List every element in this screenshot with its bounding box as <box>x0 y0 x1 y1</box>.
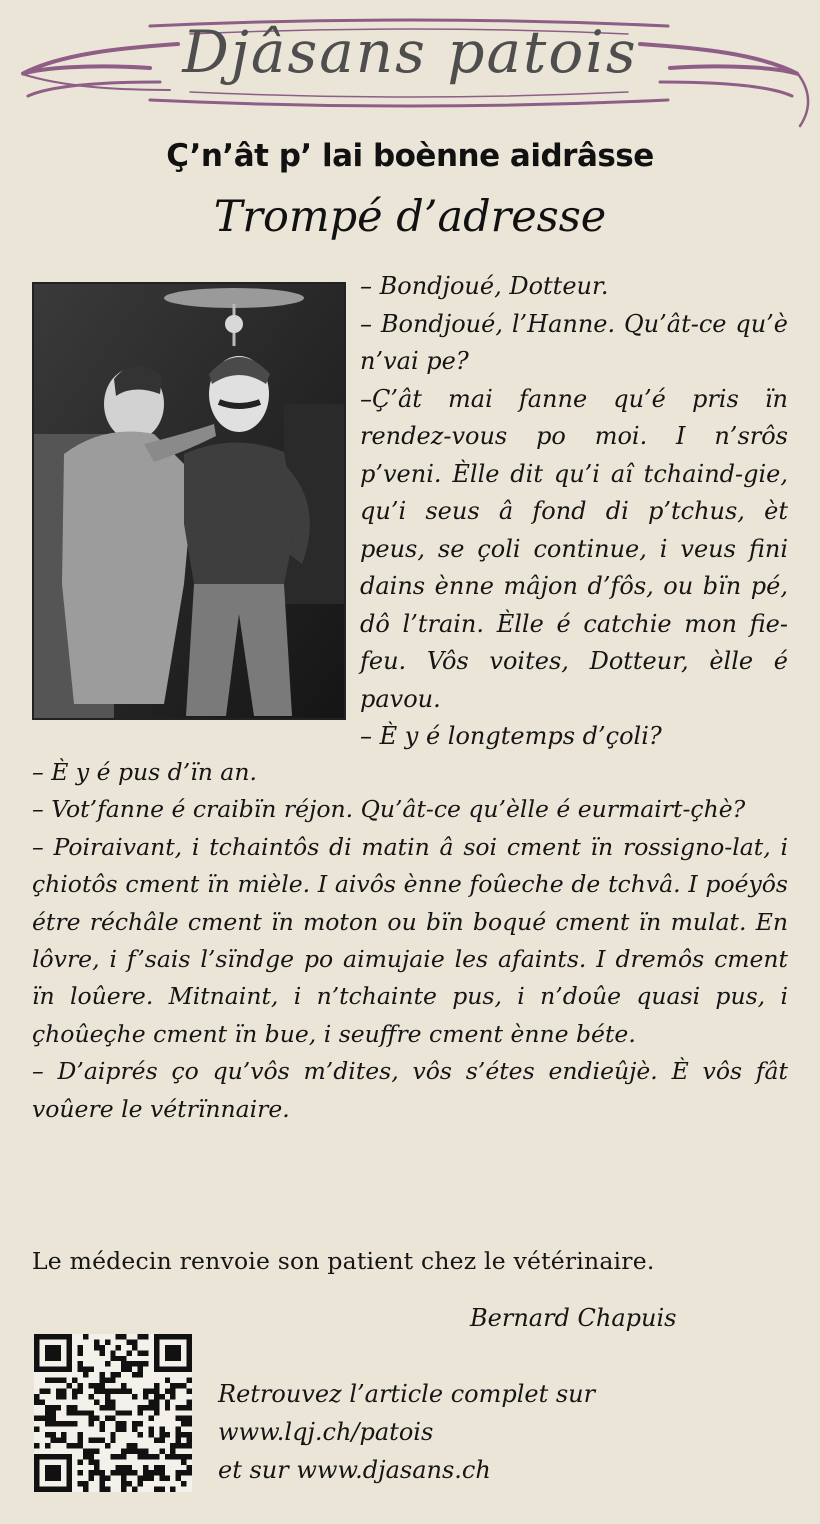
dialogue-line: –Ç’ât mai fanne qu’é pris ïn rendez-vous po moi. I n’srôs p’veni. Èlle dit qu’i aî tchaind-gie, qu’i seus â fond di p’tchus, èt peus, se çoli continue, i veus fini dains ènne mâjon d’fôs, ou bïn pé, dô l’train. Èlle é catchie mon fie-feu. Vôs voites, Dotteur, èlle é pavou. <box>360 384 788 713</box>
dialogue-beside-photo <box>360 268 788 756</box>
masthead <box>0 0 820 135</box>
dialogue-line: – Poiraivant, i tchaintôs di matin â soi cment ïn rossigno-lat, i çhiotôs cment ïn mièle. I aivôs ènne foûeche de tchvâ. I poéyôs étre réchâle cment ïn moton ou bïn boqué cment ïn mulat. En lôvre, i f’sais l’sïndge po aimujaie les afaints. I dremôs cment ïn loûere. Mitnaint, i n’tchainte pus, i n’doûe quasi pus, i çhoûeçhe cment ïn bue, i seuffre cment ènne béte. <box>32 832 788 1048</box>
french-summary: Le médecin renvoie son patient chez le vétérinaire. <box>32 1247 655 1275</box>
dialogue-line: – Bondjoué, l’Hanne. Qu’ât-ce qu’è n’vai pe? <box>360 309 788 375</box>
dialogue-line: – Bondjoué, Dotteur. <box>360 272 609 300</box>
promo-text <box>218 1375 778 1489</box>
promo-link-lqj[interactable]: www.lqj.ch/patois <box>218 1418 434 1446</box>
masthead-title: Djâsans patois <box>182 18 638 86</box>
headline-french: Trompé d’adresse <box>213 192 607 242</box>
dialogue-line: – È y é longtemps d’çoli? <box>360 722 662 750</box>
author: Bernard Chapuis <box>470 1304 677 1332</box>
promo-link-djasans[interactable]: et sur www.djasans.ch <box>218 1456 491 1484</box>
doctor-patient-photo <box>34 284 344 718</box>
promo-line: Retrouvez l’article complet sur <box>218 1380 596 1408</box>
dialogue-line: – D’aiprés ço qu’vôs m’dites, vôs s’étes endieûjè. È vôs fât voûere le vétrïnnaire. <box>32 1057 788 1123</box>
dialogue-line: – Vot’fanne é craibïn réjon. Qu’ât-ce qu’èlle é eurmairt-çhè? <box>32 795 746 824</box>
headline-patois: Ç’n’ât p’ lai boènne aidrâsse <box>166 138 654 174</box>
qr-code <box>34 1334 192 1492</box>
article-photo <box>32 282 346 720</box>
dialogue-line: – È y é pus d’ïn an. <box>32 758 257 786</box>
dialogue-full-width <box>32 754 788 1128</box>
